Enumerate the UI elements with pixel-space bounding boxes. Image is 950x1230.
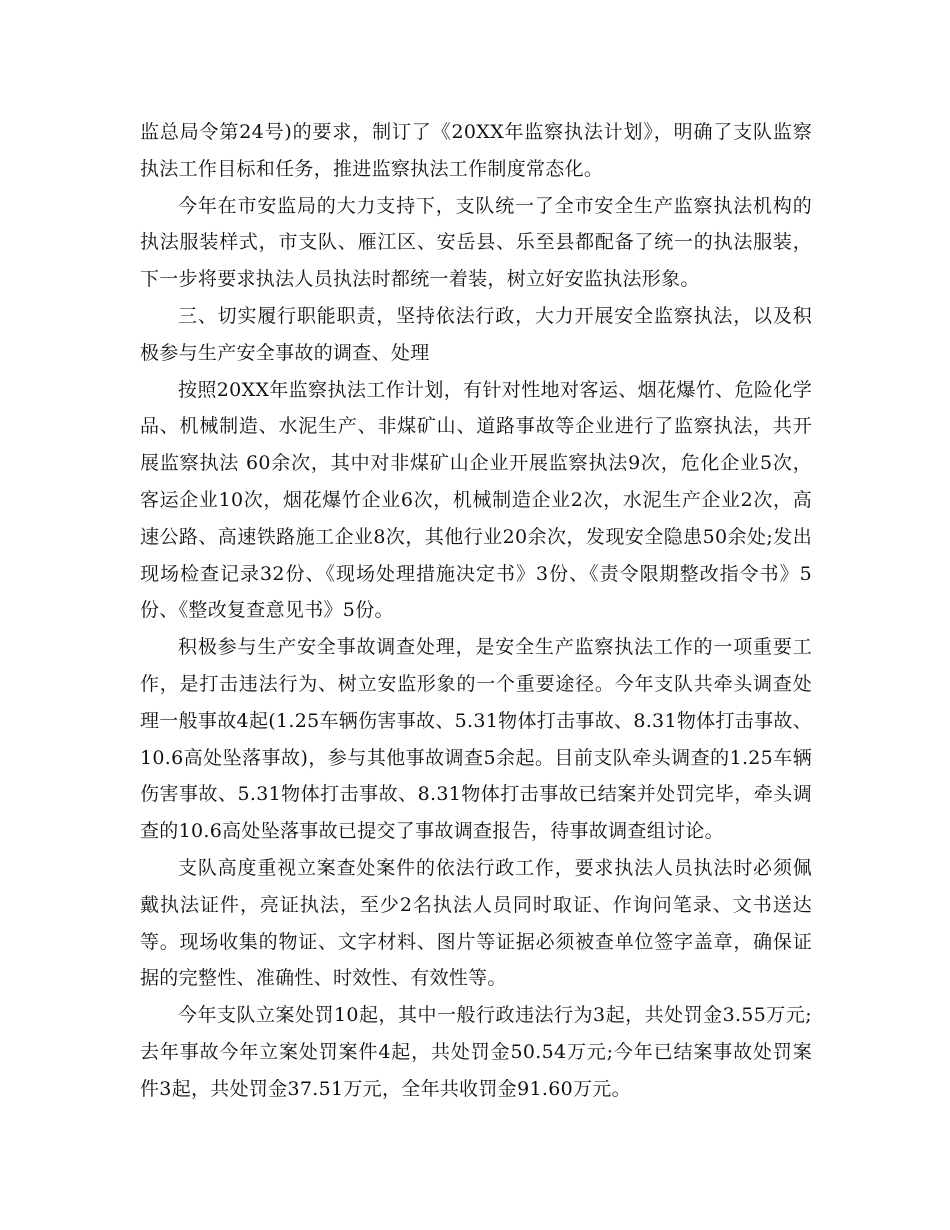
paragraph-enforcement-plan: 按照20XX年监察执法工作计划，有针对性地对客运、烟花爆竹、危险化学品、机械制造、水泥生产、非煤矿山、道路事故等企业进行了监察执法，共开展监察执法 60余次，其中对非煤矿山企业开展监察执法9次，危化企业5次，客运企业10次，烟花爆竹企业6次，机械制造企业2次，水泥生产企业2次，高速公路、高速铁路施工企业8次，其他行业20余次，发现安全隐患50余处;发出现场检查记录32份、《现场处理措施决定书》3份、《责令限期整改指令书》5份、《整改复查意见书》5份。 xyxy=(140,378,812,622)
section-heading-3: 三、切实履行职能职责，坚持依法行政，大力开展安全监察执法，以及积极参与生产安全事故的调查、处理 xyxy=(140,304,812,364)
paragraph-penalties: 今年支队立案处罚10起，其中一般行政违法行为3起，共处罚金3.55万元;去年事故今年立案处罚案件4起，共处罚金50.54万元;今年已结案事故处罚案件3起，共处罚金37.51万元，全年共收罚金91.60万元。 xyxy=(140,1004,812,1100)
paragraph-continuation: 监总局令第24号)的要求，制订了《20XX年监察执法计划》，明确了支队监察执法工作目标和任务，推进监察执法工作制度常态化。 xyxy=(140,121,812,180)
document-body xyxy=(140,114,812,1108)
paragraph-accident-investigation: 积极参与生产安全事故调查处理，是安全生产监察执法工作的一项重要工作，是打击违法行为、树立安监形象的一个重要途径。今年支队共牵头调查处理一般事故4起(1.25车辆伤害事故、5.31物体打击事故、8.31物体打击事故、10.6高处坠落事故)，参与其他事故调查5余起。目前支队牵头调查的1.25车辆伤害事故、5.31物体打击事故、8.31物体打击事故已结案并处罚完毕，牵头调查的10.6高处坠落事故已提交了事故调查报告，待事故调查组讨论。 xyxy=(140,636,812,843)
paragraph-case-handling: 支队高度重视立案查处案件的依法行政工作，要求执法人员执法时必须佩戴执法证件，亮证执法，至少2名执法人员同时取证、作询问笔录、文书送达等。现场收集的物证、文字材料、图片等证据必须被查单位签字盖章，确保证据的完整性、准确性、时效性、有效性等。 xyxy=(140,856,812,990)
paragraph-uniform: 今年在市安监局的大力支持下，支队统一了全市安全生产监察执法机构的执法服装样式，市支队、雁江区、安岳县、乐至县都配备了统一的执法服装，下一步将要求执法人员执法时都统一着装，树立好安监执法形象。 xyxy=(140,194,812,291)
